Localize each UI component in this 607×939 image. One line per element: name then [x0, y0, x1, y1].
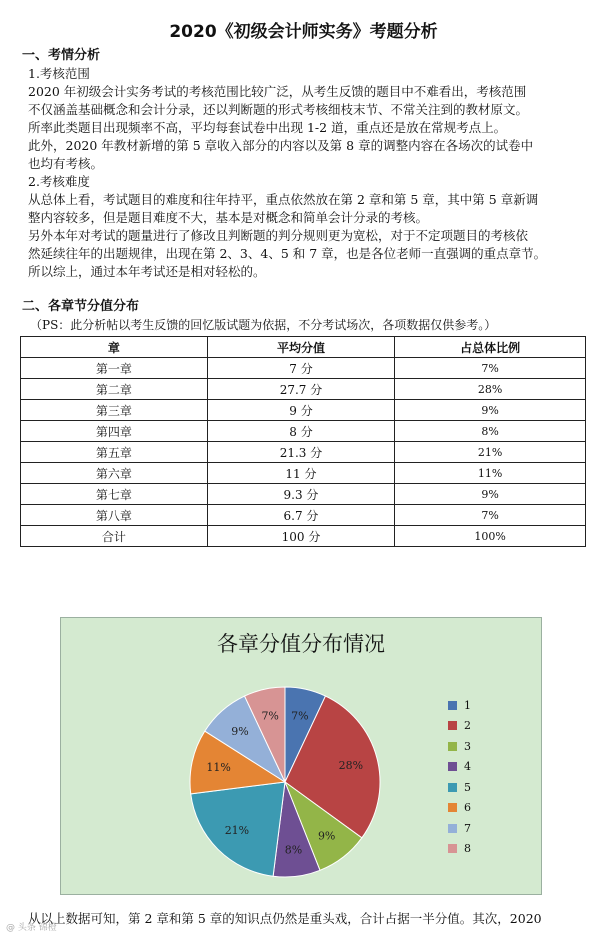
cell-avg-score: 9 分 — [207, 400, 395, 421]
pie-data-label: 9% — [317, 829, 336, 843]
cell-chapter: 第五章 — [21, 442, 208, 463]
legend-swatch — [448, 742, 457, 751]
document-title: 2020《初级会计师实务》考题分析 — [169, 22, 438, 42]
cell-chapter: 第六章 — [21, 463, 208, 484]
section1-sub1: 1.考核范围 — [28, 66, 90, 81]
cell-percent: 28% — [395, 379, 586, 400]
legend-item — [448, 798, 488, 819]
cell-chapter: 合计 — [21, 526, 208, 547]
pie-data-label: 8% — [284, 843, 303, 857]
cell-avg-score: 11 分 — [207, 463, 395, 484]
cell-avg-score: 100 分 — [207, 526, 395, 547]
section2-note: （PS：此分析帖以考生反馈的回忆版试题为依据，不分考试场次，各项数据仅供参考。） — [30, 318, 497, 332]
legend-label: 7 — [464, 821, 471, 835]
para-line: 从总体上看，考试题目的难度和往年持平，重点依然放在第 2 章和第 5 章，其中第 5 章新调 — [28, 192, 539, 207]
legend-swatch — [448, 701, 457, 710]
para-line: 2020 年初级会计实务考试的考核范围比较广泛，从考生反馈的题目中不难看出，考核范围 — [28, 84, 527, 99]
legend-label: 2 — [464, 719, 471, 733]
cell-percent: 9% — [395, 484, 586, 505]
para-line: 所以综上，通过本年考试还是相对轻松的。 — [28, 264, 266, 279]
cell-percent: 9% — [395, 400, 586, 421]
chart-title: 各章分值分布情况 — [217, 632, 385, 656]
cell-chapter: 第四章 — [21, 421, 208, 442]
cell-avg-score: 21.3 分 — [207, 442, 395, 463]
para-line: 然延续往年的出题规律，出现在第 2、3、4、5 和 7 章，也是各位老师一直强调的重点章节。 — [28, 246, 547, 261]
legend-item — [448, 818, 488, 839]
cell-avg-score: 27.7 分 — [207, 379, 395, 400]
para-line: 也均有考核。 — [28, 156, 104, 171]
legend-label: 6 — [464, 801, 471, 815]
cell-chapter: 第三章 — [21, 400, 208, 421]
para-line: 整内容较多，但是题目难度不大，基本是对概念和简单会计分录的考核。 — [28, 210, 429, 225]
pie-data-label: 28% — [338, 759, 364, 773]
legend-label: 8 — [464, 842, 471, 856]
col-header-chapter: 章 — [21, 337, 208, 358]
legend-item — [448, 777, 488, 798]
cell-avg-score: 6.7 分 — [207, 505, 395, 526]
pie-data-label: 21% — [224, 824, 250, 838]
cell-percent: 21% — [395, 442, 586, 463]
legend-label: 5 — [464, 780, 471, 794]
legend-swatch — [448, 844, 457, 853]
legend-label: 4 — [464, 760, 471, 774]
cell-percent: 8% — [395, 421, 586, 442]
corner-watermark: @ 头条 锦橙 — [6, 923, 57, 933]
cell-percent: 100% — [395, 526, 586, 547]
col-header-percent: 占总体比例 — [395, 337, 586, 358]
pie-data-label: 7% — [261, 709, 279, 723]
section1-sub2: 2.考核难度 — [28, 174, 90, 189]
legend-label: 1 — [464, 698, 471, 712]
chart-legend — [448, 695, 488, 859]
cell-chapter: 第七章 — [21, 484, 208, 505]
para-line: 不仅涵盖基础概念和会计分录，还以判断题的形式考核细枝末节、不常关注到的教材原文。 — [28, 102, 529, 117]
pie-data-label: 11% — [206, 761, 231, 775]
pie-data-label: 7% — [291, 709, 309, 723]
legend-swatch — [448, 762, 457, 771]
cell-chapter: 第一章 — [21, 358, 208, 379]
legend-item — [448, 757, 488, 778]
legend-item — [448, 839, 488, 860]
cell-percent: 7% — [395, 358, 586, 379]
legend-swatch — [448, 783, 457, 792]
cell-chapter: 第二章 — [21, 379, 208, 400]
cell-percent: 11% — [395, 463, 586, 484]
footer-text: 从以上数据可知，第 2 章和第 5 章的知识点仍然是重头戏，合计占据一半分值。其次，2020 — [28, 911, 542, 926]
section2-heading: 二、各章节分值分布 — [22, 299, 140, 314]
cell-percent: 7% — [395, 505, 586, 526]
cell-avg-score: 9.3 分 — [207, 484, 395, 505]
cell-avg-score: 8 分 — [207, 421, 395, 442]
legend-swatch — [448, 824, 457, 833]
para-line: 此外，2020 年教材新增的第 5 章收入部分的内容以及第 8 章的调整内容在各场次的试卷中 — [28, 138, 534, 153]
legend-item — [448, 716, 488, 737]
legend-item — [448, 695, 488, 716]
legend-label: 3 — [464, 739, 471, 753]
col-header-avg-score: 平均分值 — [207, 337, 395, 358]
cell-avg-score: 7 分 — [207, 358, 395, 379]
legend-swatch — [448, 721, 457, 730]
section1-heading: 一、考情分析 — [22, 48, 101, 63]
para-line: 另外本年对考试的题量进行了修改且判断题的判分规则更为宽松，对于不定项题目的考核依 — [28, 228, 529, 243]
pie-data-label: 9% — [231, 724, 249, 738]
legend-swatch — [448, 803, 457, 812]
para-line: 所率此类题目出现频率不高，平均每套试卷中出现 1-2 道，重点还是放在常规考点上。 — [28, 120, 507, 135]
legend-item — [448, 736, 488, 757]
cell-chapter: 第八章 — [21, 505, 208, 526]
